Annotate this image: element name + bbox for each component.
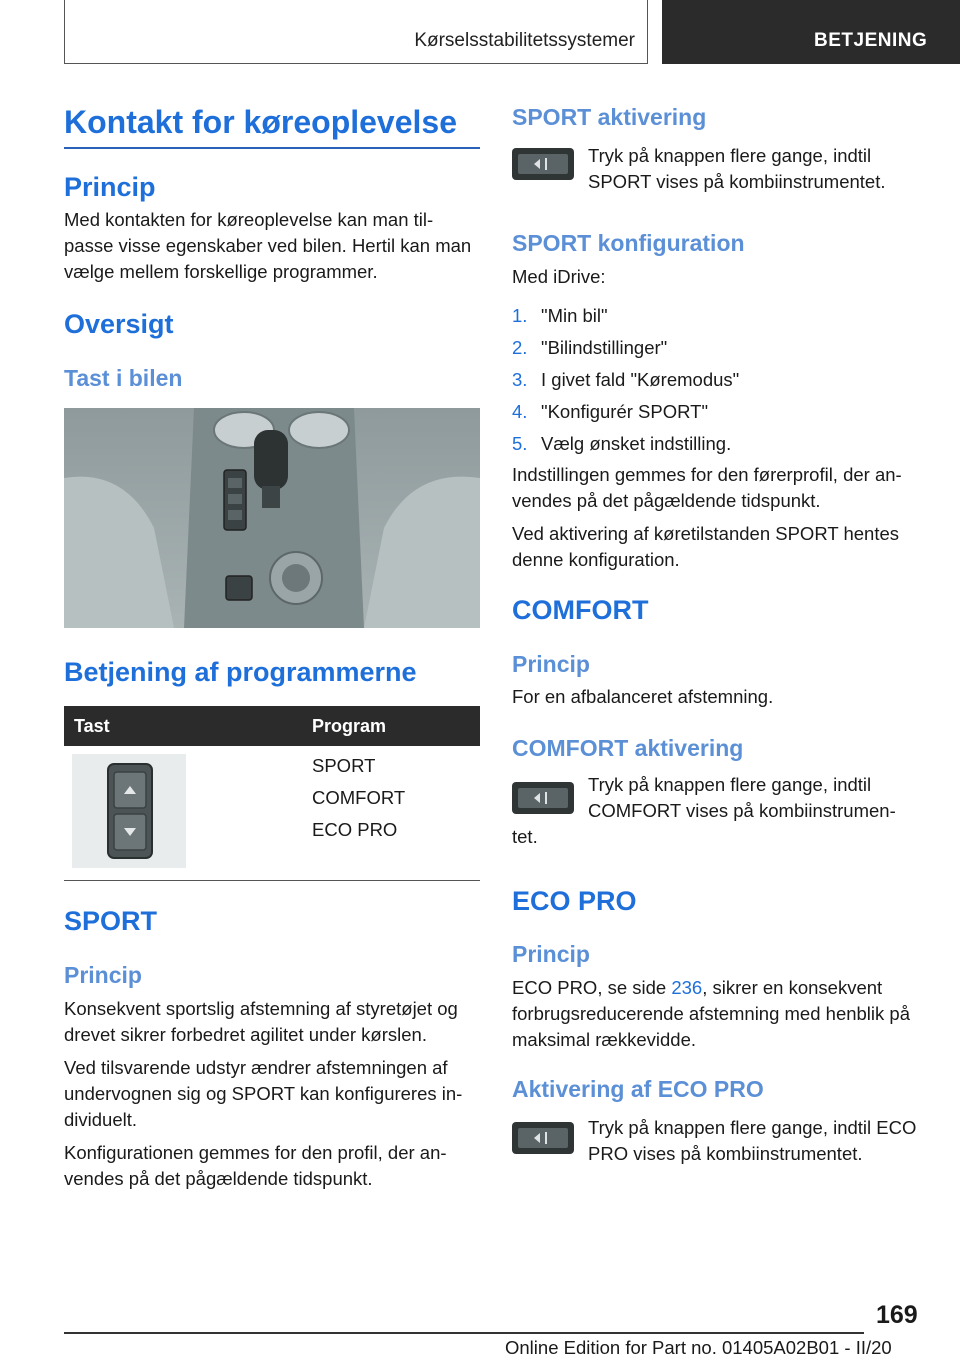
program-comfort: COMFORT bbox=[312, 787, 406, 808]
eco-aktivering-text bbox=[588, 1115, 916, 1167]
text-line: denne konfiguration. bbox=[512, 549, 680, 570]
sport-aktivering-text bbox=[588, 143, 886, 195]
mode-switch-image bbox=[72, 754, 186, 868]
text-line: drevet sikrer forbedret agilitet under kørslen. bbox=[64, 1024, 427, 1045]
program-sport: SPORT bbox=[312, 755, 376, 776]
comfort-princip-heading: Princip bbox=[512, 651, 590, 677]
comfort-aktivering-text bbox=[588, 772, 896, 824]
text-line: Ved aktivering af køretilstanden SPORT hentes bbox=[512, 523, 900, 544]
sport-aktivering-heading: SPORT aktivering bbox=[512, 104, 707, 130]
page-number: 169 bbox=[876, 1301, 918, 1329]
text-line: vendes på det pågældende tidspunkt. bbox=[512, 490, 821, 511]
betjening-heading: Betjening af programmerne bbox=[64, 657, 417, 687]
section-title: Kørselsstabilitetssystemer bbox=[414, 30, 635, 51]
text-line: PRO vises på kombiinstrumentet. bbox=[588, 1143, 863, 1164]
table-row bbox=[64, 746, 480, 884]
text-line: ECO PRO, se side 236, sikrer en konsekvent bbox=[512, 977, 883, 998]
text-line: tet. bbox=[512, 826, 538, 847]
text-line: Med kontakten for køreoplevelse kan man til- bbox=[64, 209, 434, 230]
tast-heading: Tast i bilen bbox=[64, 365, 183, 391]
mode-button-icon bbox=[512, 1118, 574, 1158]
text-line: forbrugsreducerende afstemning med henblik på bbox=[512, 1003, 910, 1024]
text-line: Tryk på knappen flere gange, indtil ECO bbox=[588, 1117, 917, 1138]
edition-text: Online Edition for Part no. 01405A02B01 - II/20 bbox=[505, 1337, 892, 1358]
comfort-aktivering-heading: COMFORT aktivering bbox=[512, 735, 744, 761]
comfort-princip-text: For en afbalanceret afstemning. bbox=[512, 686, 774, 707]
table-header-program: Program bbox=[302, 706, 480, 746]
text-line: COMFORT vises på kombiinstrumen- bbox=[588, 800, 896, 821]
program-eco-pro: ECO PRO bbox=[312, 819, 398, 840]
eco-princip-heading: Princip bbox=[512, 941, 590, 967]
eco-pro-heading: ECO PRO bbox=[512, 886, 637, 916]
mode-button-icon bbox=[512, 144, 574, 184]
princip-text bbox=[64, 207, 484, 285]
page-title: Kontakt for køreoplevelse bbox=[64, 104, 457, 140]
chapter-tab-label: BETJENING bbox=[814, 30, 928, 51]
text-line: vendes på det pågældende tidspunkt. bbox=[64, 1168, 373, 1189]
table-cell-program bbox=[302, 746, 480, 884]
center-console-image bbox=[64, 408, 480, 628]
sport-heading: SPORT bbox=[64, 906, 158, 936]
text-line: Tryk på knappen flere gange, indtil bbox=[588, 145, 872, 166]
title-rule bbox=[64, 147, 480, 149]
princip-heading: Princip bbox=[64, 172, 156, 202]
eco-princip-text bbox=[512, 975, 942, 1053]
sport-princip-heading: Princip bbox=[64, 962, 142, 988]
oversigt-heading: Oversigt bbox=[64, 309, 174, 339]
text-line: undervognen sig og SPORT kan konfigureres in- bbox=[64, 1083, 463, 1104]
chapter-tab bbox=[662, 0, 960, 64]
table-header-row bbox=[64, 706, 480, 746]
text-line: vælge mellem forskellige programmer. bbox=[64, 261, 378, 282]
table-header-tast: Tast bbox=[64, 706, 302, 746]
med-idrive: Med iDrive: bbox=[512, 266, 606, 287]
header-frame bbox=[64, 0, 648, 64]
sport-konfiguration-heading: SPORT konfiguration bbox=[512, 230, 745, 256]
footer-rule bbox=[64, 1332, 864, 1334]
konfiguration-text bbox=[512, 462, 942, 573]
page-link-236[interactable]: 236 bbox=[671, 977, 703, 998]
text-line: Tryk på knappen flere gange, indtil bbox=[588, 774, 872, 795]
text-line: Konfigurationen gemmes for den profil, der an- bbox=[64, 1142, 447, 1163]
table-cell-tast bbox=[64, 746, 302, 884]
text-line: passe visse egenskaber ved bilen. Hertil kan man bbox=[64, 235, 472, 256]
comfort-heading: COMFORT bbox=[512, 595, 649, 625]
text-line: Konsekvent sportslig afstemning af styretøjet og bbox=[64, 998, 458, 1019]
sport-princip-text bbox=[64, 996, 484, 1192]
text-line: SPORT vises på kombiinstrumentet. bbox=[588, 171, 886, 192]
text-line: maksimal rækkevidde. bbox=[512, 1029, 697, 1050]
text-line: Indstillingen gemmes for den førerprofil, der an- bbox=[512, 464, 902, 485]
mode-button-icon bbox=[512, 778, 574, 818]
table-bottom-rule bbox=[64, 880, 480, 881]
text-line: dividuelt. bbox=[64, 1109, 138, 1130]
program-table bbox=[64, 706, 480, 884]
text-line: Ved tilsvarende udstyr ændrer afstemningen af bbox=[64, 1057, 448, 1078]
eco-aktivering-heading: Aktivering af ECO PRO bbox=[512, 1076, 764, 1102]
